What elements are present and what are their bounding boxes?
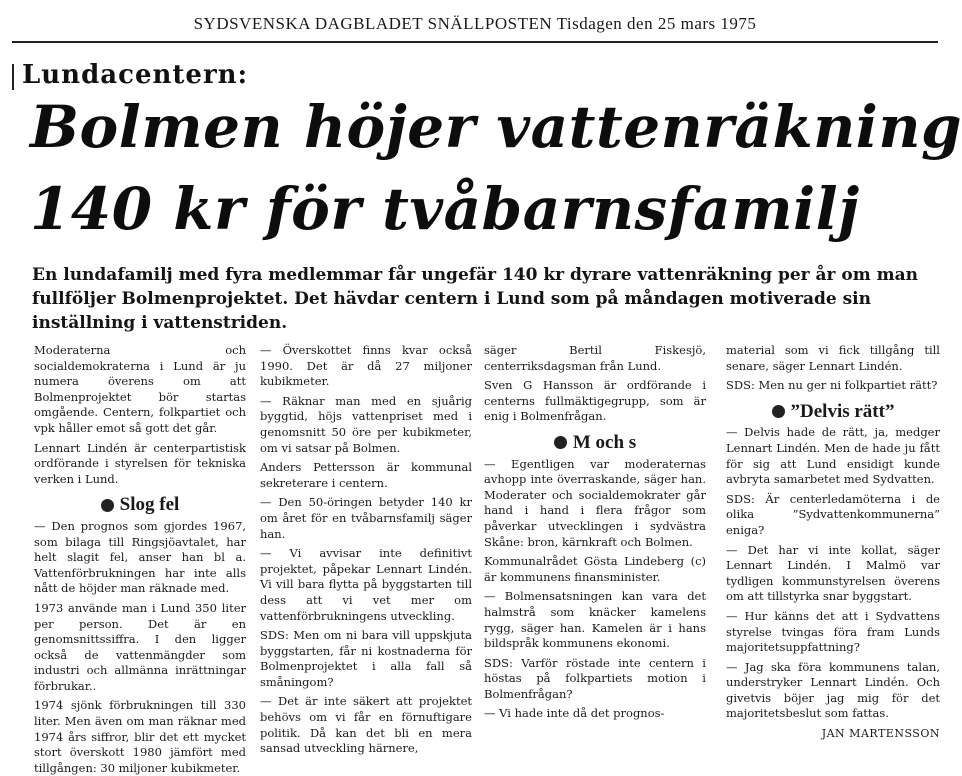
paragraph: säger Bertil Fiskesjö, centerriksdagsman från Lund. (484, 343, 706, 373)
subheading (726, 400, 940, 422)
masthead: SYDSVENSKA DAGBLADET SNÄLLPOSTEN Tisdagen den 25 mars 1975 (193, 14, 757, 33)
paragraph: Sven G Hansson är ordförande i centerns fullmäktigegrupp, som är enig i Bolmenfrågan. (484, 378, 706, 424)
paragraph: Lennart Lindén är centerpartistisk ordförande i styrelsen för tekniska verken i Lund. (34, 440, 246, 486)
bullet-dot-icon (772, 405, 785, 418)
paragraph: SDS: Varför röstade inte centern i höstas på folkpartiets motion i Bolmenfrågan? (484, 655, 706, 701)
subheading-text: ”Delvis rätt” (790, 400, 895, 422)
article-column-4 (726, 343, 940, 748)
paragraph: 1974 sjönk förbrukningen till 330 liter. Men även om man räknar med 1974 års siffror, blir det ett mycket stort överskott 1980 jämfört med tillgången: 30 miljoner kubikmeter. (34, 698, 246, 775)
paragraph: — Överskottet finns kvar också 1990. Det är då 27 miljoner kubikmeter. (260, 343, 472, 389)
paragraph: — Jag ska föra kommunens talan, understryker Lennart Lindén. Och givetvis böjer jag mig för det majoritetsbeslut som fattas. (726, 659, 940, 721)
paragraph: SDS: Men nu ger ni folkpartiet rätt? (726, 378, 938, 393)
paragraph: — Det är inte säkert att projektet behövs om vi får en förnuftigare politik. Då kan det bli en mera sansad utveckling härnere, (260, 694, 472, 756)
paragraph: — Räknar man med en sjuårig byggtid, höjs vattenpriset med i genomsnitt 50 öre per kubikmeter, om vi satsar på Bolmen. (260, 393, 472, 455)
masthead-rule (12, 41, 938, 43)
paragraph: SDS: Är centerledamöterna i de olika ”Sydvattenkommunerna” eniga? (726, 491, 940, 537)
article-column-1 (34, 343, 246, 775)
byline: JAN MARTENSSON (821, 727, 940, 741)
paragraph: — Bolmensatsningen kan vara det halmstrå som knäcker kamelens rygg, säger han. Kamelen är i hans bildspråk kommunens ekonomi. (484, 589, 706, 651)
subheading (484, 431, 706, 453)
article-column-2 (260, 343, 472, 756)
paragraph: Moderaterna och socialdemokraterna i Lund är ju numera överens om att Bolmenprojektet bör startas omgående. Centern, folkpartiet och vpk håller emot så gott det går. (34, 343, 246, 435)
paragraph: — Hur känns det att i Sydvattens styrelse tvingas föra fram Lunds majoritetsuppfattning? (726, 608, 940, 655)
paragraph: — Den 50-öringen betyder 140 kr om året för en tvåbarnsfamilj säger han. (260, 495, 472, 541)
paragraph: — Det har vi inte kollat, säger Lennart Lindén. I Malmö var tydligen kommunstyrelsen överens om att tillstyrka snar byggstart. (726, 542, 940, 604)
paragraph: Anders Pettersson är kommunal sekreterare i centern. (260, 460, 472, 490)
paragraph: — Den prognos som gjordes 1967, som bilaga till Ringsjöavtalet, har helt slagit fel, anser han bl a. Vattenförbrukningen har inte alls nått de höjder man räknade med. (34, 518, 246, 596)
paragraph: Kommunalrådet Gösta Lindeberg (c) är kommunens finansminister. (484, 554, 706, 584)
paragraph: — Vi hade inte då det prognos- (484, 706, 665, 721)
subheading-text: Slog fel (119, 494, 180, 516)
headline-line-2: 140 kr för tvåbarnsfamilj (30, 175, 860, 243)
paragraph: — Vi avvisar inte definitivt projektet, påpekar Lennart Lindén. Vi vill bara flytta på byggstarten till dess att vi vet mer om vattenförbrukningens utveckling. (260, 546, 472, 623)
paragraph: SDS: Men om ni bara vill uppskjuta byggstarten, får ni kostnaderna för Bolmenprojektet i alla fall så småningom? (260, 628, 472, 689)
paragraph: — Egentligen var moderaternas avhopp inte överraskande, säger han. Moderater och socialdemokrater går hand i hand i flera frågor som påverkar utvecklingen i sydvästra Skåne: bron, kärnkraft och Bolmen. (484, 456, 706, 549)
paragraph: — Delvis hade de rätt, ja, medger Lennart Lindén. Men de hade ju fått för sig att Lund ensidigt kunde avbryta samarbetet med Sydvatten. (726, 425, 940, 487)
lead-paragraph: En lundafamilj med fyra medlemmar får ungefär 140 kr dyrare vattenräkning per år om man fullföljer Bolmenprojektet. Det hävdar centern i Lund som på måndagen motiverade sin inställning i vattenstriden. (32, 265, 919, 333)
paragraph: 1973 använde man i Lund 350 liter per person. Det är en genomsnittssiffra. I den ligger också de vattenmängder som industri och allmänna inrättningar förbrukar.. (34, 600, 246, 693)
kicker: Lundacentern: (22, 60, 249, 90)
subheading (34, 494, 246, 516)
headline-line-1: Bolmen höjer vattenräkning (30, 93, 962, 161)
column-rule-mark (12, 64, 14, 90)
bullet-dot-icon (101, 499, 114, 512)
bullet-dot-icon (554, 436, 567, 449)
article-column-3 (484, 343, 706, 748)
paragraph: material som vi fick tillgång till senare, säger Lennart Lindén. (726, 343, 940, 373)
subheading-text: M och s (572, 431, 637, 453)
